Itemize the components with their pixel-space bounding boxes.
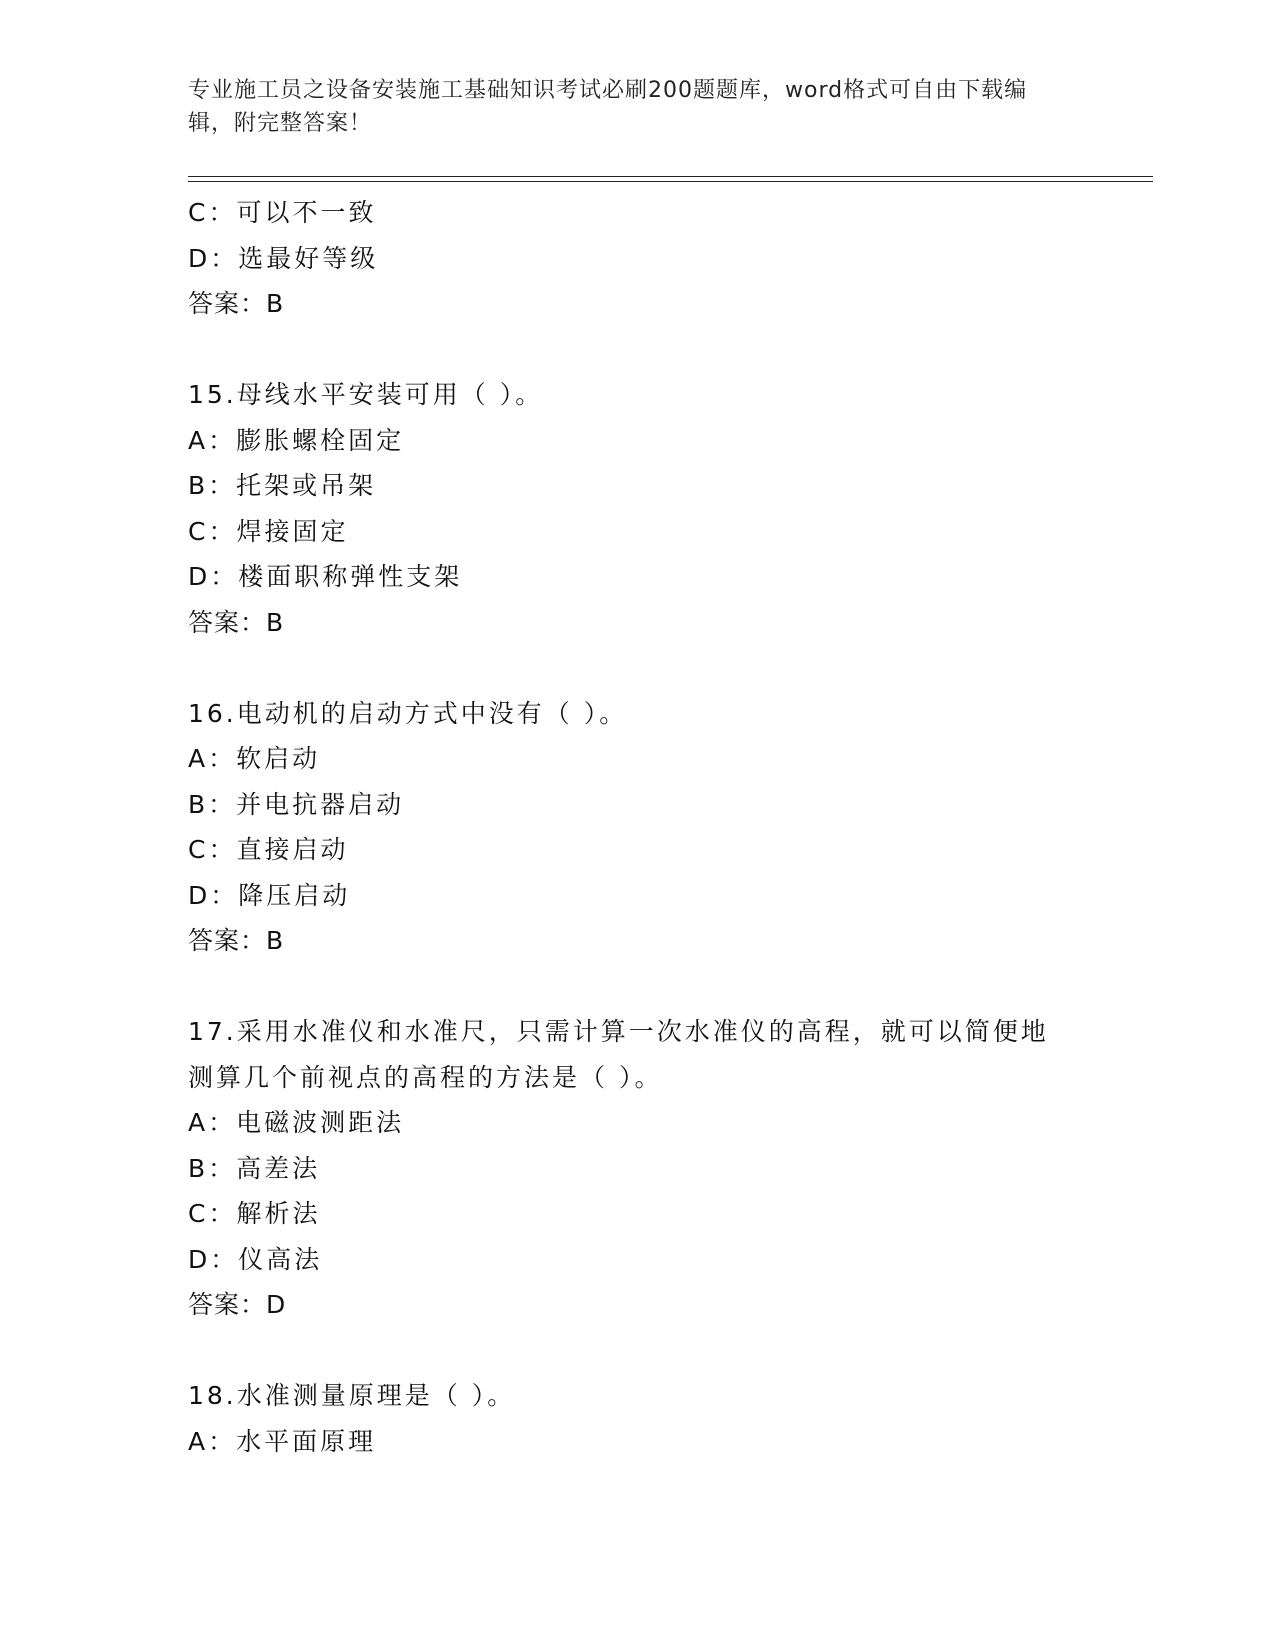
option-line: B：并电抗器启动 (188, 789, 405, 819)
question-line: 16.电动机的启动方式中没有（ ）。 (188, 698, 628, 728)
answer-line: 答案：D (188, 1290, 287, 1319)
answer-line: 答案：B (188, 926, 285, 955)
option-line: A：膨胀螺栓固定 (188, 425, 405, 455)
spacer (188, 327, 1088, 373)
option-line: D：楼面职称弹性支架 (188, 562, 463, 591)
option-line: D：选最好等级 (188, 243, 379, 273)
option-line: B：高差法 (188, 1153, 321, 1183)
option-line: A：软启动 (188, 744, 321, 773)
question-line: 17.采用水准仪和水准尺，只需计算一次水准仪的高程，就可以简便地测算几个前视点的高程的方法是（ ）。 (188, 1017, 1049, 1092)
question-list (188, 190, 1088, 1464)
answer-line: 答案：B (188, 289, 285, 318)
question-line: 15.母线水平安装可用（ ）。 (188, 380, 544, 409)
spacer (188, 964, 1088, 1010)
question-line: 18.水准测量原理是（ ）。 (188, 1381, 516, 1410)
option-line: A：水平面原理 (188, 1426, 377, 1456)
answer-line: 答案：B (188, 607, 285, 637)
document-header: 专业施工员之设备安装施工基础知识考试必刷200题题库，word格式可自由下载编辑，附完整答案！ (188, 78, 1028, 136)
option-line: C：焊接固定 (188, 516, 349, 546)
header-divider-top (188, 176, 1153, 177)
option-line: A：电磁波测距法 (188, 1108, 405, 1137)
option-line: D：降压启动 (188, 880, 351, 910)
spacer (188, 645, 1088, 691)
header-divider-bottom (188, 181, 1153, 182)
option-line: D：仪高法 (188, 1244, 323, 1274)
option-line: C：解析法 (188, 1199, 321, 1228)
option-line: C：可以不一致 (188, 198, 377, 227)
spacer (188, 1328, 1088, 1374)
option-line: C：直接启动 (188, 835, 349, 864)
option-line: B：托架或吊架 (188, 471, 377, 500)
